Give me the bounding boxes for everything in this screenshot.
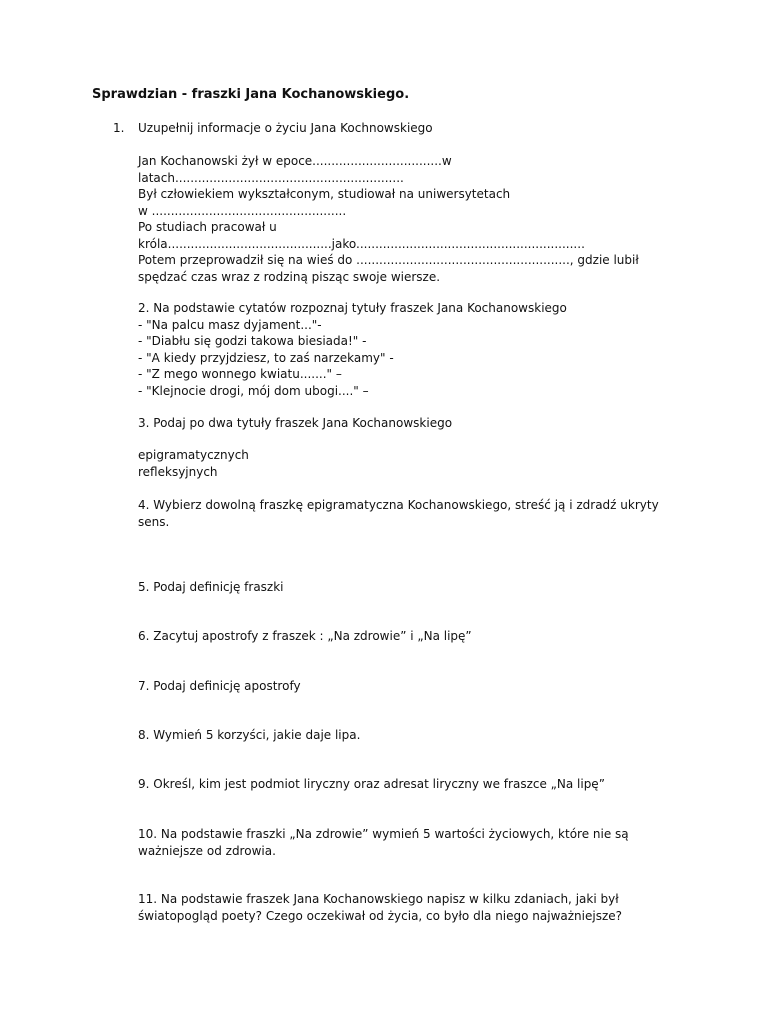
q11-line: światopogląd poety? Czego oczekiwał od życia, co było dla niego najważniejsze? <box>138 908 623 923</box>
q1-number: 1. <box>113 121 125 135</box>
q2-quote: - "Z mego wonnego kwiatu......." – <box>138 367 342 381</box>
q6-question: 6. Zacytuj apostrofy z fraszek : „Na zdrowie” i „Na lipę” <box>138 629 472 643</box>
q10-block <box>138 826 629 859</box>
q1-line: Jan Kochanowski żył w epoce..................................w <box>138 154 452 168</box>
q9-question: 9. Określ, kim jest podmiot liryczny oraz adresat liryczny we fraszce „Na lipę” <box>138 777 605 791</box>
document-title: Sprawdzian - fraszki Jana Kochanowskiego. <box>92 87 410 102</box>
q1-line: Po studiach pracował u <box>138 220 277 234</box>
q2-quote: - "A kiedy przyjdziesz, to zaś narzekamy" - <box>138 350 394 365</box>
q3-question: 3. Podaj po dwa tytuły fraszek Jana Kochanowskiego <box>138 416 453 430</box>
q5-question: 5. Podaj definicję fraszki <box>138 580 284 594</box>
q7-question: 7. Podaj definicję apostrofy <box>138 679 301 693</box>
q2-question: 2. Na podstawie cytatów rozpoznaj tytuły fraszek Jana Kochanowskiego <box>138 301 567 315</box>
q2-block <box>138 300 567 399</box>
q4-line: sens. <box>138 514 170 529</box>
q1-line: latach............................................................ <box>138 170 404 185</box>
q2-quote: - "Klejnocie drogi, mój dom ubogi...." – <box>138 383 369 398</box>
q3-item: refleksyjnych <box>138 464 218 479</box>
q1-line: Potem przeprowadził się na wieś do ........................................................, gdzie lubił <box>138 253 639 267</box>
q3-items <box>138 447 249 480</box>
q1-line: króla...........................................jako............................................................ <box>138 236 585 251</box>
q1-answer-block <box>138 153 639 285</box>
q3-item: epigramatycznych <box>138 448 249 462</box>
q1-line: w ................................................... <box>138 203 347 218</box>
q4-line: 4. Wybierz dowolną fraszkę epigramatyczna Kochanowskiego, streść ją i zdradź ukryty <box>138 498 659 512</box>
q1-text: Uzupełnij informacje o życiu Jana Kochnowskiego <box>138 121 433 135</box>
q1-line: spędzać czas wraz z rodziną pisząc swoje wiersze. <box>138 269 441 284</box>
q4-block <box>138 497 659 530</box>
q1-line: Był człowiekiem wykształconym, studiował na uniwersytetach <box>138 187 511 201</box>
q10-line: 10. Na podstawie fraszki „Na zdrowie” wymień 5 wartości życiowych, które nie są <box>138 827 629 841</box>
q2-quote: - "Diabłu się godzi takowa biesiada!" - <box>138 334 367 348</box>
q10-line: ważniejsze od zdrowia. <box>138 843 276 858</box>
q8-question: 8. Wymień 5 korzyści, jakie daje lipa. <box>138 728 361 742</box>
q11-line: 11. Na podstawie fraszek Jana Kochanowskiego napisz w kilku zdaniach, jaki był <box>138 892 619 906</box>
q11-block <box>138 891 622 924</box>
q2-quote: - "Na palcu masz dyjament..."- <box>138 317 322 332</box>
